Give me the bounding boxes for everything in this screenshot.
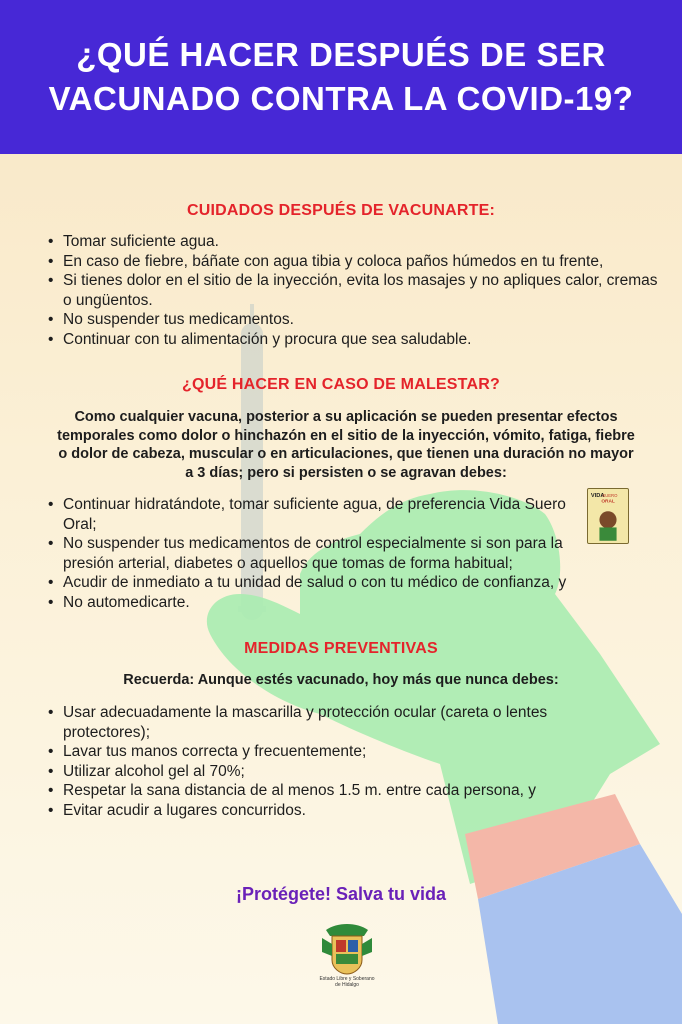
malestar-intro: Como cualquier vacuna, posterior a su aplicación se pueden presentar efectos temporales como dolor o hinchazón en el sitio de la inyección, vómito, fatiga, fiebre o dolor de cabeza, muscular o en articulaciones, que tienen una duración no mayor a 3 días; pero si persisten o se agravan debes:: [57, 409, 635, 481]
page-title: [49, 33, 634, 121]
hidalgo-logo: [312, 922, 382, 1018]
list-item: • Continuar con tu alimentación y procura que sea saludable.: [48, 330, 658, 350]
list-item: • En caso de fiebre, báñate con agua tibia y coloca paños húmedos en tu frente,: [48, 252, 658, 272]
logo-caption-line2: de Hidalgo: [335, 982, 359, 988]
list-item: • Evitar acudir a lugares concurridos.: [48, 801, 608, 821]
logo-caption: [312, 976, 382, 988]
slogan: ¡Protégete! Salva tu vida: [235, 884, 447, 904]
title-line-2: VACUNADO CONTRA LA COVID-19?: [48, 80, 634, 117]
medidas-title: MEDIDAS PREVENTIVAS: [244, 640, 438, 657]
recuerda-text: Recuerda: Aunque estés vacunado, hoy más que nunca debes:: [123, 672, 559, 688]
suero-label-mid: SUERO: [602, 492, 618, 498]
list-item: • No suspender tus medicamentos de control especialmente si son para la presión arterial, diabetes o aquellos que tomas de forma habitual;: [48, 534, 578, 573]
main-content: [0, 154, 682, 1024]
coat-of-arms-icon: [312, 922, 382, 976]
malestar-title: ¿QUÉ HACER EN CASO DE MALESTAR?: [182, 376, 500, 393]
medidas-list: [48, 703, 608, 820]
suero-label-top: VIDA: [590, 492, 605, 499]
suero-label-bottom: ORAL: [601, 499, 615, 505]
list-item: • Tomar suficiente agua.: [48, 232, 658, 252]
list-item: • Continuar hidratándote, tomar suficiente agua, de preferencia Vida Suero Oral;: [48, 495, 578, 534]
list-item: • No suspender tus medicamentos.: [48, 310, 658, 330]
logo-caption-line1: Estado Libre y Soberano: [319, 976, 375, 982]
malestar-list: [48, 495, 578, 612]
list-item: • Respetar la sana distancia de al menos 1.5 m. entre cada persona, y: [48, 781, 608, 801]
title-line-1: ¿QUÉ HACER DESPUÉS DE SER: [76, 36, 606, 73]
suero-oral-icon: [587, 488, 629, 544]
cuidados-title: CUIDADOS DESPUÉS DE VACUNARTE:: [187, 202, 495, 219]
header-banner: [0, 0, 682, 154]
list-item: • Usar adecuadamente la mascarilla y protección ocular (careta o lentes protectores);: [48, 703, 608, 742]
list-item: • Si tienes dolor en el sitio de la inyección, evita los masajes y no apliques calor, cremas o ungüentos.: [48, 271, 658, 310]
list-item: • Acudir de inmediato a tu unidad de salud o con tu médico de confianza, y: [48, 573, 578, 593]
cuidados-list: [48, 232, 658, 349]
list-item: • Utilizar alcohol gel al 70%;: [48, 762, 608, 782]
list-item: • No automedicarte.: [48, 593, 578, 613]
list-item: • Lavar tus manos correcta y frecuentemente;: [48, 742, 608, 762]
